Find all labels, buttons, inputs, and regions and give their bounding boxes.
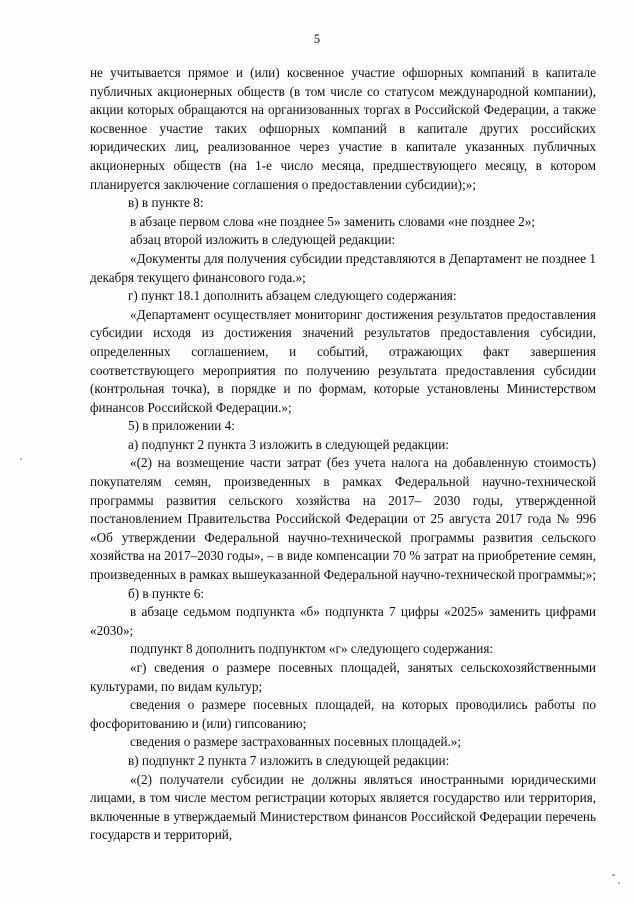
page-number: 5 — [313, 32, 321, 46]
paragraph-item-b-clause-6: б) в пункте 6: — [128, 585, 205, 601]
paragraph-item-v-clause-8: в) в пункте 8: — [128, 195, 204, 211]
paragraph-item-a-subclause-2: а) подпункт 2 пункта 3 изложить в следующей редакции: — [128, 436, 449, 452]
paragraph-second-abzac-heading: абзац второй изложить в следующей редакции: — [130, 232, 396, 248]
scan-speck — [20, 458, 22, 460]
paragraph-foreign-entities: «(2) получатели субсидии не должны являться иностранными юридическими лицами, в том числе местом регистрации которых является государство или территория, включенные в утверждаемый Министерством финансов Российской Федерации перечень государств и территорий, — [90, 771, 596, 843]
paragraph-item-v-clause-7: в) подпункт 2 пункта 7 изложить в следующей редакции: — [128, 752, 450, 768]
paragraph-appendix-4: 5) в приложении 4: — [128, 418, 235, 434]
paragraph-year-replacement: в абзаце седьмом подпункта «б» подпункта 7 цифры «2025» заменить цифрами «2030»; — [90, 604, 596, 638]
paragraph-phosphorite-gypsum: сведения о размере посевных площадей, на которых проводились работы по фосфоритованию и (или) гипсованию; — [90, 697, 596, 731]
paragraph-item-g-clause-18-1: г) пункт 18.1 дополнить абзацем следующего содержания: — [128, 288, 457, 304]
document-body — [90, 64, 596, 845]
paragraph-subclause-8-addition: подпункт 8 дополнить подпунктом «г» следующего содержания: — [130, 641, 494, 657]
scan-speck — [618, 882, 620, 884]
paragraph-offshore-participation: не учитывается прямое и (или) косвенное участие офшорных компаний в капитале публичных акционерных обществ (в том числе со статусом международной компании), акции которых обращаются на организованных торгах в Российской Федерации, а также косвенное участие таких офшорных компаний в капитале других российских юридических лиц, реализованное через участие в капитале указанных публичных акционерных обществ (на 1-е число месяца, предшествующего месяцу, в котором планируется заключение соглашения о предоставлении субсидии);»; — [90, 65, 596, 192]
paragraph-sown-area-crops: «г) сведения о размере посевных площадей, занятых сельскохозяйственными культурами, по видам культур; — [90, 660, 596, 694]
paragraph-seed-cost-compensation: «(2) на возмещение части затрат (без учета налога на добавленную стоимость) покупателям семян, произведенных в рамках Федеральной научно-технической программы развития сельского хозяйства на 2017– 2030 годы, утвержденной постановлением Правительства Российской Федерации от 25 августа 2017 года № 996 «Об утверждении Федеральной научно-технической программы развития сельского хозяйства на 2017–2030 годы», – в виде компенсации 70 % затрат на приобретение семян, произведенных в рамках вышеуказанной Федеральной научно-технической программы;»; — [90, 455, 596, 583]
paragraph-insured-areas: сведения о размере застрахованных посевных площадей.»; — [130, 734, 462, 750]
paragraph-documents-deadline: «Документы для получения субсидии представляются в Департамент не позднее 1 декабря текущего финансового года.»; — [90, 250, 596, 285]
paragraph-department-monitoring: «Департамент осуществляет мониторинг достижения результатов предоставления субсидии исходя из достижения значений результатов предоставления субсидии, определенных соглашением, и событий, отражающих факт завершения соответствующего мероприятия по получению результата предоставления субсидии (контрольная точка), в порядке и по формам, которые установлены Министерством финансов Российской Федерации.»; — [90, 306, 596, 415]
scan-speck — [612, 874, 615, 876]
paragraph-first-abzac-replacement: в абзаце первом слова «не позднее 5» заменить словами «не позднее 2»; — [130, 213, 536, 229]
